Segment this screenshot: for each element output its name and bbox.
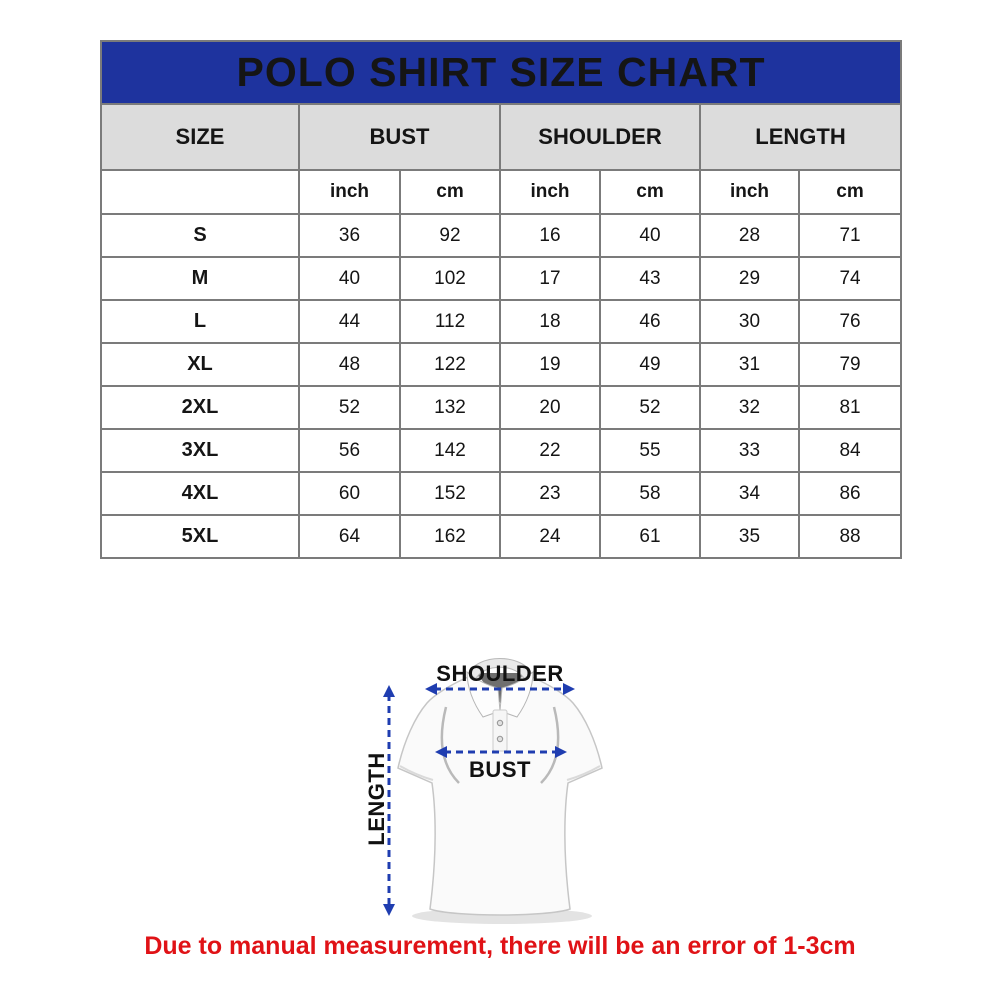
value-cell: 79	[799, 343, 901, 386]
value-cell: 28	[700, 214, 799, 257]
size-cell: 4XL	[101, 472, 299, 515]
size-cell: 2XL	[101, 386, 299, 429]
value-cell: 19	[500, 343, 600, 386]
value-cell: 60	[299, 472, 400, 515]
value-cell: 22	[500, 429, 600, 472]
value-cell: 52	[600, 386, 700, 429]
value-cell: 49	[600, 343, 700, 386]
value-cell: 142	[400, 429, 500, 472]
value-cell: 34	[700, 472, 799, 515]
value-cell: 23	[500, 472, 600, 515]
value-cell: 56	[299, 429, 400, 472]
page-title: POLO SHIRT SIZE CHART	[101, 41, 901, 104]
table-row	[101, 515, 901, 558]
unit-cell: inch	[299, 170, 400, 214]
shoulder-label: SHOULDER	[436, 661, 564, 686]
unit-cell: inch	[700, 170, 799, 214]
value-cell: 88	[799, 515, 901, 558]
length-label: LENGTH	[364, 752, 389, 846]
value-cell: 40	[299, 257, 400, 300]
size-cell: XL	[101, 343, 299, 386]
value-cell: 84	[799, 429, 901, 472]
value-cell: 46	[600, 300, 700, 343]
size-chart-table	[100, 40, 902, 559]
value-cell: 40	[600, 214, 700, 257]
value-cell: 29	[700, 257, 799, 300]
value-cell: 86	[799, 472, 901, 515]
unit-cell: cm	[400, 170, 500, 214]
value-cell: 33	[700, 429, 799, 472]
value-cell: 55	[600, 429, 700, 472]
button-icon	[497, 720, 502, 725]
title-row	[101, 41, 901, 104]
table-row	[101, 429, 901, 472]
column-header-bust: BUST	[299, 104, 500, 170]
value-cell: 64	[299, 515, 400, 558]
bust-label: BUST	[469, 757, 531, 782]
value-cell: 81	[799, 386, 901, 429]
value-cell: 31	[700, 343, 799, 386]
value-cell: 43	[600, 257, 700, 300]
size-cell: S	[101, 214, 299, 257]
value-cell: 61	[600, 515, 700, 558]
column-header-size: SIZE	[101, 104, 299, 170]
size-cell: 3XL	[101, 429, 299, 472]
value-cell: 36	[299, 214, 400, 257]
value-cell: 17	[500, 257, 600, 300]
measurement-error-note: Due to manual measurement, there will be an error of 1-3cm	[144, 932, 856, 960]
column-header-shoulder: SHOULDER	[500, 104, 700, 170]
unit-header-row	[101, 170, 901, 214]
unit-cell: cm	[799, 170, 901, 214]
value-cell: 71	[799, 214, 901, 257]
value-cell: 16	[500, 214, 600, 257]
unit-cell: cm	[600, 170, 700, 214]
value-cell: 30	[700, 300, 799, 343]
table-row	[101, 300, 901, 343]
size-cell: 5XL	[101, 515, 299, 558]
column-header-length: LENGTH	[700, 104, 901, 170]
button-placket	[493, 710, 507, 751]
value-cell: 18	[500, 300, 600, 343]
button-icon	[497, 736, 502, 741]
value-cell: 35	[700, 515, 799, 558]
value-cell: 20	[500, 386, 600, 429]
value-cell: 58	[600, 472, 700, 515]
value-cell: 132	[400, 386, 500, 429]
value-cell: 112	[400, 300, 500, 343]
table-row	[101, 214, 901, 257]
table-row	[101, 386, 901, 429]
value-cell: 32	[700, 386, 799, 429]
size-cell: L	[101, 300, 299, 343]
value-cell: 44	[299, 300, 400, 343]
empty-cell	[101, 170, 299, 214]
size-cell: M	[101, 257, 299, 300]
value-cell: 152	[400, 472, 500, 515]
value-cell: 24	[500, 515, 600, 558]
value-cell: 92	[400, 214, 500, 257]
value-cell: 122	[400, 343, 500, 386]
unit-cell: inch	[500, 170, 600, 214]
table-row	[101, 257, 901, 300]
value-cell: 102	[400, 257, 500, 300]
table-row	[101, 343, 901, 386]
column-header-row	[101, 104, 901, 170]
table-row	[101, 472, 901, 515]
value-cell: 162	[400, 515, 500, 558]
value-cell: 48	[299, 343, 400, 386]
measurement-diagram	[330, 615, 670, 940]
value-cell: 76	[799, 300, 901, 343]
value-cell: 52	[299, 386, 400, 429]
value-cell: 74	[799, 257, 901, 300]
